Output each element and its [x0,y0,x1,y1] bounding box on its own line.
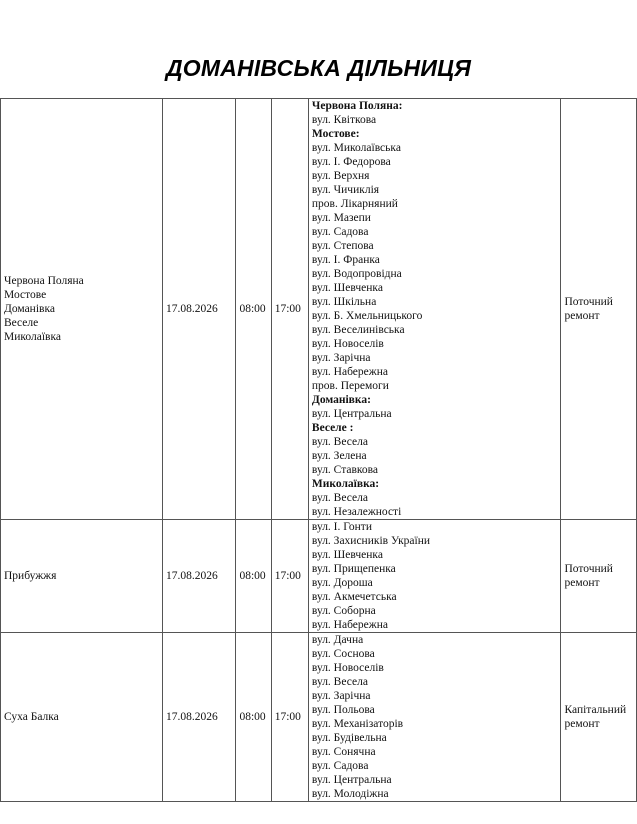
outage-schedule-table [0,98,637,802]
street-name: вул. Механізаторів [311,718,404,730]
settlement-name: Веселе [4,317,39,329]
street-name: вул. І. Гонти [311,521,372,533]
street-name: вул. Сонячна [311,746,376,758]
street-name: вул. Набережна [311,619,388,631]
street-name: вул. І. Франка [311,254,380,266]
settlement-heading: Миколаївка: [311,478,380,490]
street-name: вул. Дачна [311,634,364,646]
street-name: вул. Молодіжна [311,788,389,800]
table-row [1,99,637,520]
settlement-name: Доманівка [4,303,55,315]
street-name: вул. Захисників України [311,535,431,547]
settlement-name: Прибужжя [4,570,57,582]
street-name: вул. Прищепенка [311,563,396,575]
street-name: вул. Веселинівська [311,324,405,336]
schedule-body [1,99,637,802]
street-name: вул. Б. Хмельницького [311,310,423,322]
street-name: вул. І. Федорова [311,156,391,168]
streets-cell [308,520,561,633]
settlement-heading: Веселе : [311,422,354,434]
settlements-cell [1,633,163,802]
street-name: вул. Дороша [311,577,373,589]
date-cell: 17.08.2026 [163,633,236,802]
street-name: вул. Шкільна [311,296,377,308]
streets-cell [308,99,561,520]
settlements-cell [1,520,163,633]
street-name: вул. Акмечетська [311,591,397,603]
settlement-heading: Доманівка: [311,394,371,406]
street-name: вул. Водопровідна [311,268,402,280]
street-name: вул. Весела [311,676,368,688]
settlement-heading: Червона Поляна: [311,100,403,112]
street-name: вул. Мазепи [311,212,371,224]
street-name: вул. Верхня [311,170,370,182]
settlement-heading: Мостове: [311,128,360,140]
street-name: вул. Зарічна [311,352,371,364]
street-name: вул. Зарічна [311,690,371,702]
work-type-text: Поточний [564,563,613,575]
end-time-cell: 17:00 [271,520,308,633]
date-cell: 17.08.2026 [163,99,236,520]
settlement-name: Суха Балка [4,711,59,723]
work-type-cell [561,633,637,802]
street-name: вул. Новоселів [311,662,384,674]
street-name: вул. Соборна [311,605,376,617]
work-type-text: Капітальний [564,704,627,716]
street-name: вул. Степова [311,240,374,252]
street-name: вул. Садова [311,226,369,238]
street-name: вул. Квіткова [311,114,377,126]
street-name: вул. Новоселів [311,338,384,350]
work-type-text: ремонт [564,718,600,730]
streets-cell [308,633,561,802]
settlements-cell [1,99,163,520]
street-name: вул. Соснова [311,648,375,660]
work-type-text: ремонт [564,310,600,322]
date-cell: 17.08.2026 [163,520,236,633]
work-type-cell [561,520,637,633]
street-name: вул. Зелена [311,450,367,462]
street-name: вул. Миколаївська [311,142,401,154]
street-name: вул. Шевченка [311,282,383,294]
street-name: вул. Будівельна [311,732,387,744]
start-time-cell: 08:00 [236,520,271,633]
table-row [1,520,637,633]
settlement-name: Червона Поляна [4,275,84,287]
street-name: вул. Весела [311,436,368,448]
street-name: вул. Незалежності [311,506,402,518]
street-name: вул. Садова [311,760,369,772]
start-time-cell: 08:00 [236,633,271,802]
street-name: вул. Шевченка [311,549,383,561]
page-title: ДОМАНІВСЬКА ДІЛЬНИЦЯ [165,55,472,81]
table-row [1,633,637,802]
street-name: вул. Весела [311,492,368,504]
start-time-cell: 08:00 [236,99,271,520]
street-name: пров. Лікарняний [311,198,398,210]
work-type-cell [561,99,637,520]
settlement-name: Миколаївка [4,331,61,343]
street-name: вул. Ставкова [311,464,379,476]
street-name: вул. Польова [311,704,375,716]
end-time-cell: 17:00 [271,633,308,802]
work-type-text: Поточний [564,296,613,308]
street-name: вул. Центральна [311,774,392,786]
street-name: вул. Чичиклія [311,184,380,196]
street-name: вул. Центральна [311,408,392,420]
work-type-text: ремонт [564,577,600,589]
end-time-cell: 17:00 [271,99,308,520]
street-name: пров. Перемоги [311,380,389,392]
street-name: вул. Набережна [311,366,388,378]
settlement-name: Мостове [4,289,47,301]
